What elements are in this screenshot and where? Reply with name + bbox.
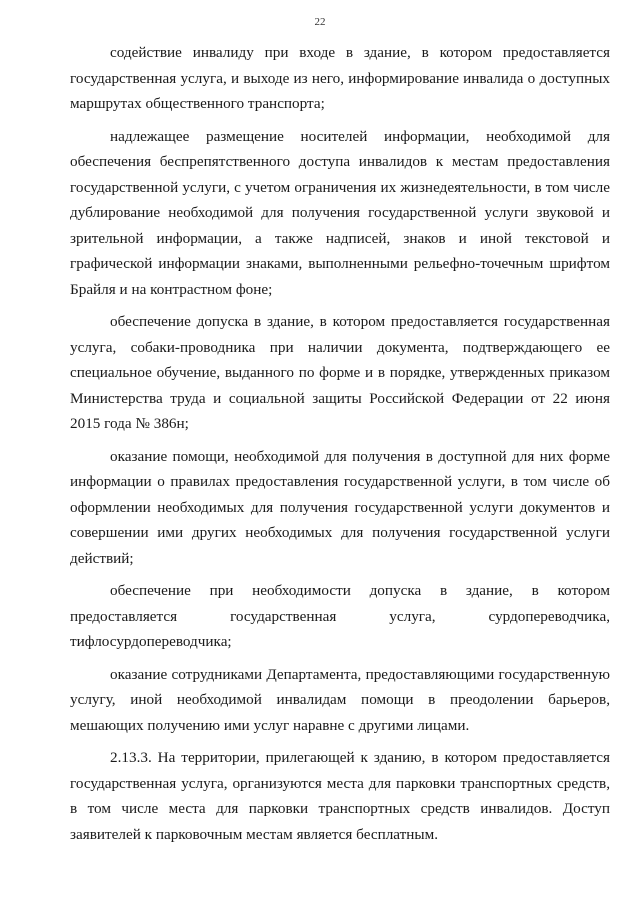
paragraph-assistance-entry: содействие инвалиду при входе в здание, в котором предоставляется государственная услуга, и выходе из него, информирование инвалида о доступных маршрутах общественного транспорта; bbox=[70, 44, 610, 112]
document-body bbox=[70, 40, 610, 847]
page-number: 22 bbox=[314, 16, 326, 28]
paragraph-help-information: оказание помощи, необходимой для получения в доступной для них форме информации о правилах предоставления государственной услуги, в том числе об оформлении необходимых для получения государственной услуги документов и совершении ими других необходимых для получения государственной услуги действий; bbox=[70, 447, 610, 567]
paragraph-guide-dog-access: обеспечение допуска в здание, в котором предоставляется государственная услуга, собаки-проводника при наличии документа, подтверждающего ее специальное обучение, выданного по форме и в порядке, утвержденных приказом Министерства труда и социальной защиты Российской Федерации от 22 июня 2015 года № 386н; bbox=[70, 313, 610, 432]
paragraph-information-placement: надлежащее размещение носителей информации, необходимой для обеспечения беспрепятственного доступа инвалидов к местам предоставления государственной услуги, с учетом ограничения их жизнедеятельности, в том числе дублирование необходимой для получения государственной услуги звуковой и зрительной информации, а также надписей, знаков и иной текстовой и графической информации знаками, выполненными рельефно-точечным шрифтом Брайля и на контрастном фоне; bbox=[70, 127, 610, 298]
paragraph-staff-assistance: оказание сотрудниками Департамента, предоставляющими государственную услугу, иной необходимой инвалидам помощи в преодолении барьеров, мешающих получению ими услуг наравне с другими лицами. bbox=[70, 665, 610, 734]
paragraph-parking: 2.13.3. На территории, прилегающей к зданию, в котором предоставляется государственная услуга, организуются места для парковки транспортных средств, в том числе места для парковки транспортных средств инвалидов. Доступ заявителей к парковочным местам является бесплатным. bbox=[70, 749, 610, 843]
paragraph-interpreter-access: обеспечение при необходимости допуска в здание, в котором предоставляется государственная услуга, сурдопереводчика, тифлосурдопереводчика; bbox=[70, 582, 610, 650]
